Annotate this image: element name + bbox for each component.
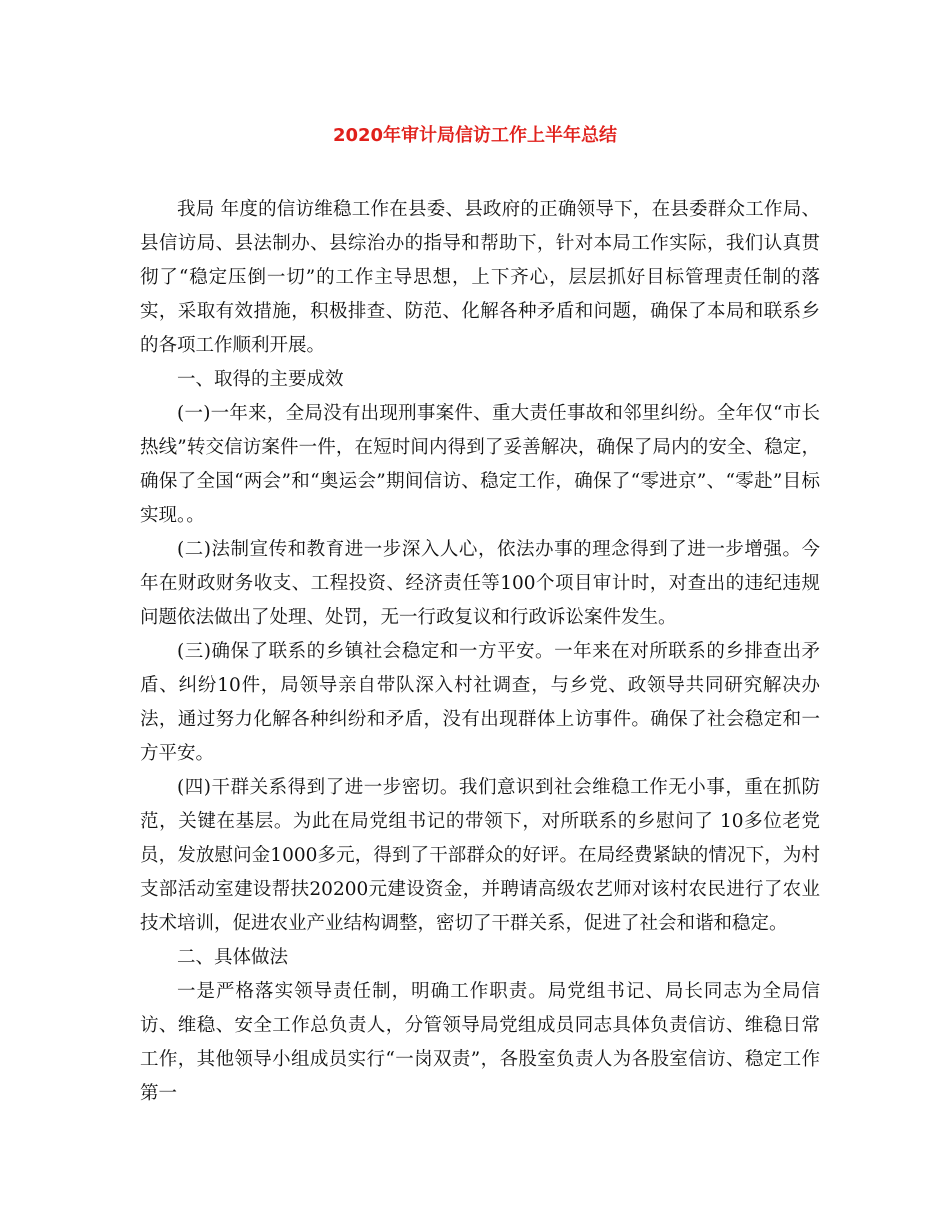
document-body: [140, 193, 820, 1111]
paragraph-intro: 我局 年度的信访维稳工作在县委、县政府的正确领导下，在县委群众工作局、县信访局、县法制办、县综治办的指导和帮助下，针对本局工作实际，我们认真贯彻了“稳定压倒一切”的工作主导思想，上下齐心，层层抓好目标管理责任制的落实，采取有效措施，积极排查、防范、化解各种矛盾和问题，确保了本局和联系乡的各项工作顺利开展。: [140, 199, 820, 356]
section-heading-achievements: 一、取得的主要成效: [177, 369, 344, 390]
section-heading-methods: 二、具体做法: [177, 947, 289, 968]
paragraph-method-1: 一是严格落实领导责任制，明确工作职责。局党组书记、局长同志为全局信访、维稳、安全工作总负责人，分管领导局党组成员同志具体负责信访、维稳日常工作，其他领导小组成员实行“一岗双责”，各股室负责人为各股室信访、稳定工作第一: [140, 981, 820, 1104]
paragraph-achievement-2: (二)法制宣传和教育进一步深入人心，依法办事的理念得到了进一步增强。今年在财政财务收支、工程投资、经济责任等100个项目审计时，对查出的违纪违规问题依法做出了处理、处罚，无一行政复议和行政诉讼案件发生。: [140, 539, 820, 628]
document-title: 2020年审计局信访工作上半年总结: [332, 125, 618, 146]
paragraph-achievement-1: (一)一年来，全局没有出现刑事案件、重大责任事故和邻里纠纷。全年仅“市长热线”转交信访案件一件，在短时间内得到了妥善解决，确保了局内的安全、稳定，确保了全国“两会”和“奥运会”期间信访、稳定工作，确保了“零进京”、“零赴”目标实现。。: [140, 403, 820, 526]
paragraph-achievement-4: (四)干群关系得到了进一步密切。我们意识到社会维稳工作无小事，重在抓防范，关键在基层。为此在局党组书记的带领下，对所联系的乡慰问了 10多位老党员，发放慰问金1000多元，得到了干部群众的好评。在局经费紧缺的情况下，为村支部活动室建设帮扶20200元建设资金，并聘请高级农艺师对该村农民进行了农业技术培训，促进农业产业结构调整，密切了干群关系，促进了社会和谐和稳定。: [140, 777, 820, 934]
paragraph-achievement-3: (三)确保了联系的乡镇社会稳定和一方平安。一年来在对所联系的乡排查出矛盾、纠纷10件，局领导亲自带队深入村社调查，与乡党、政领导共同研究解决办法，通过努力化解各种纠纷和矛盾，没有出现群体上访事件。确保了社会稳定和一方平安。: [140, 641, 820, 764]
